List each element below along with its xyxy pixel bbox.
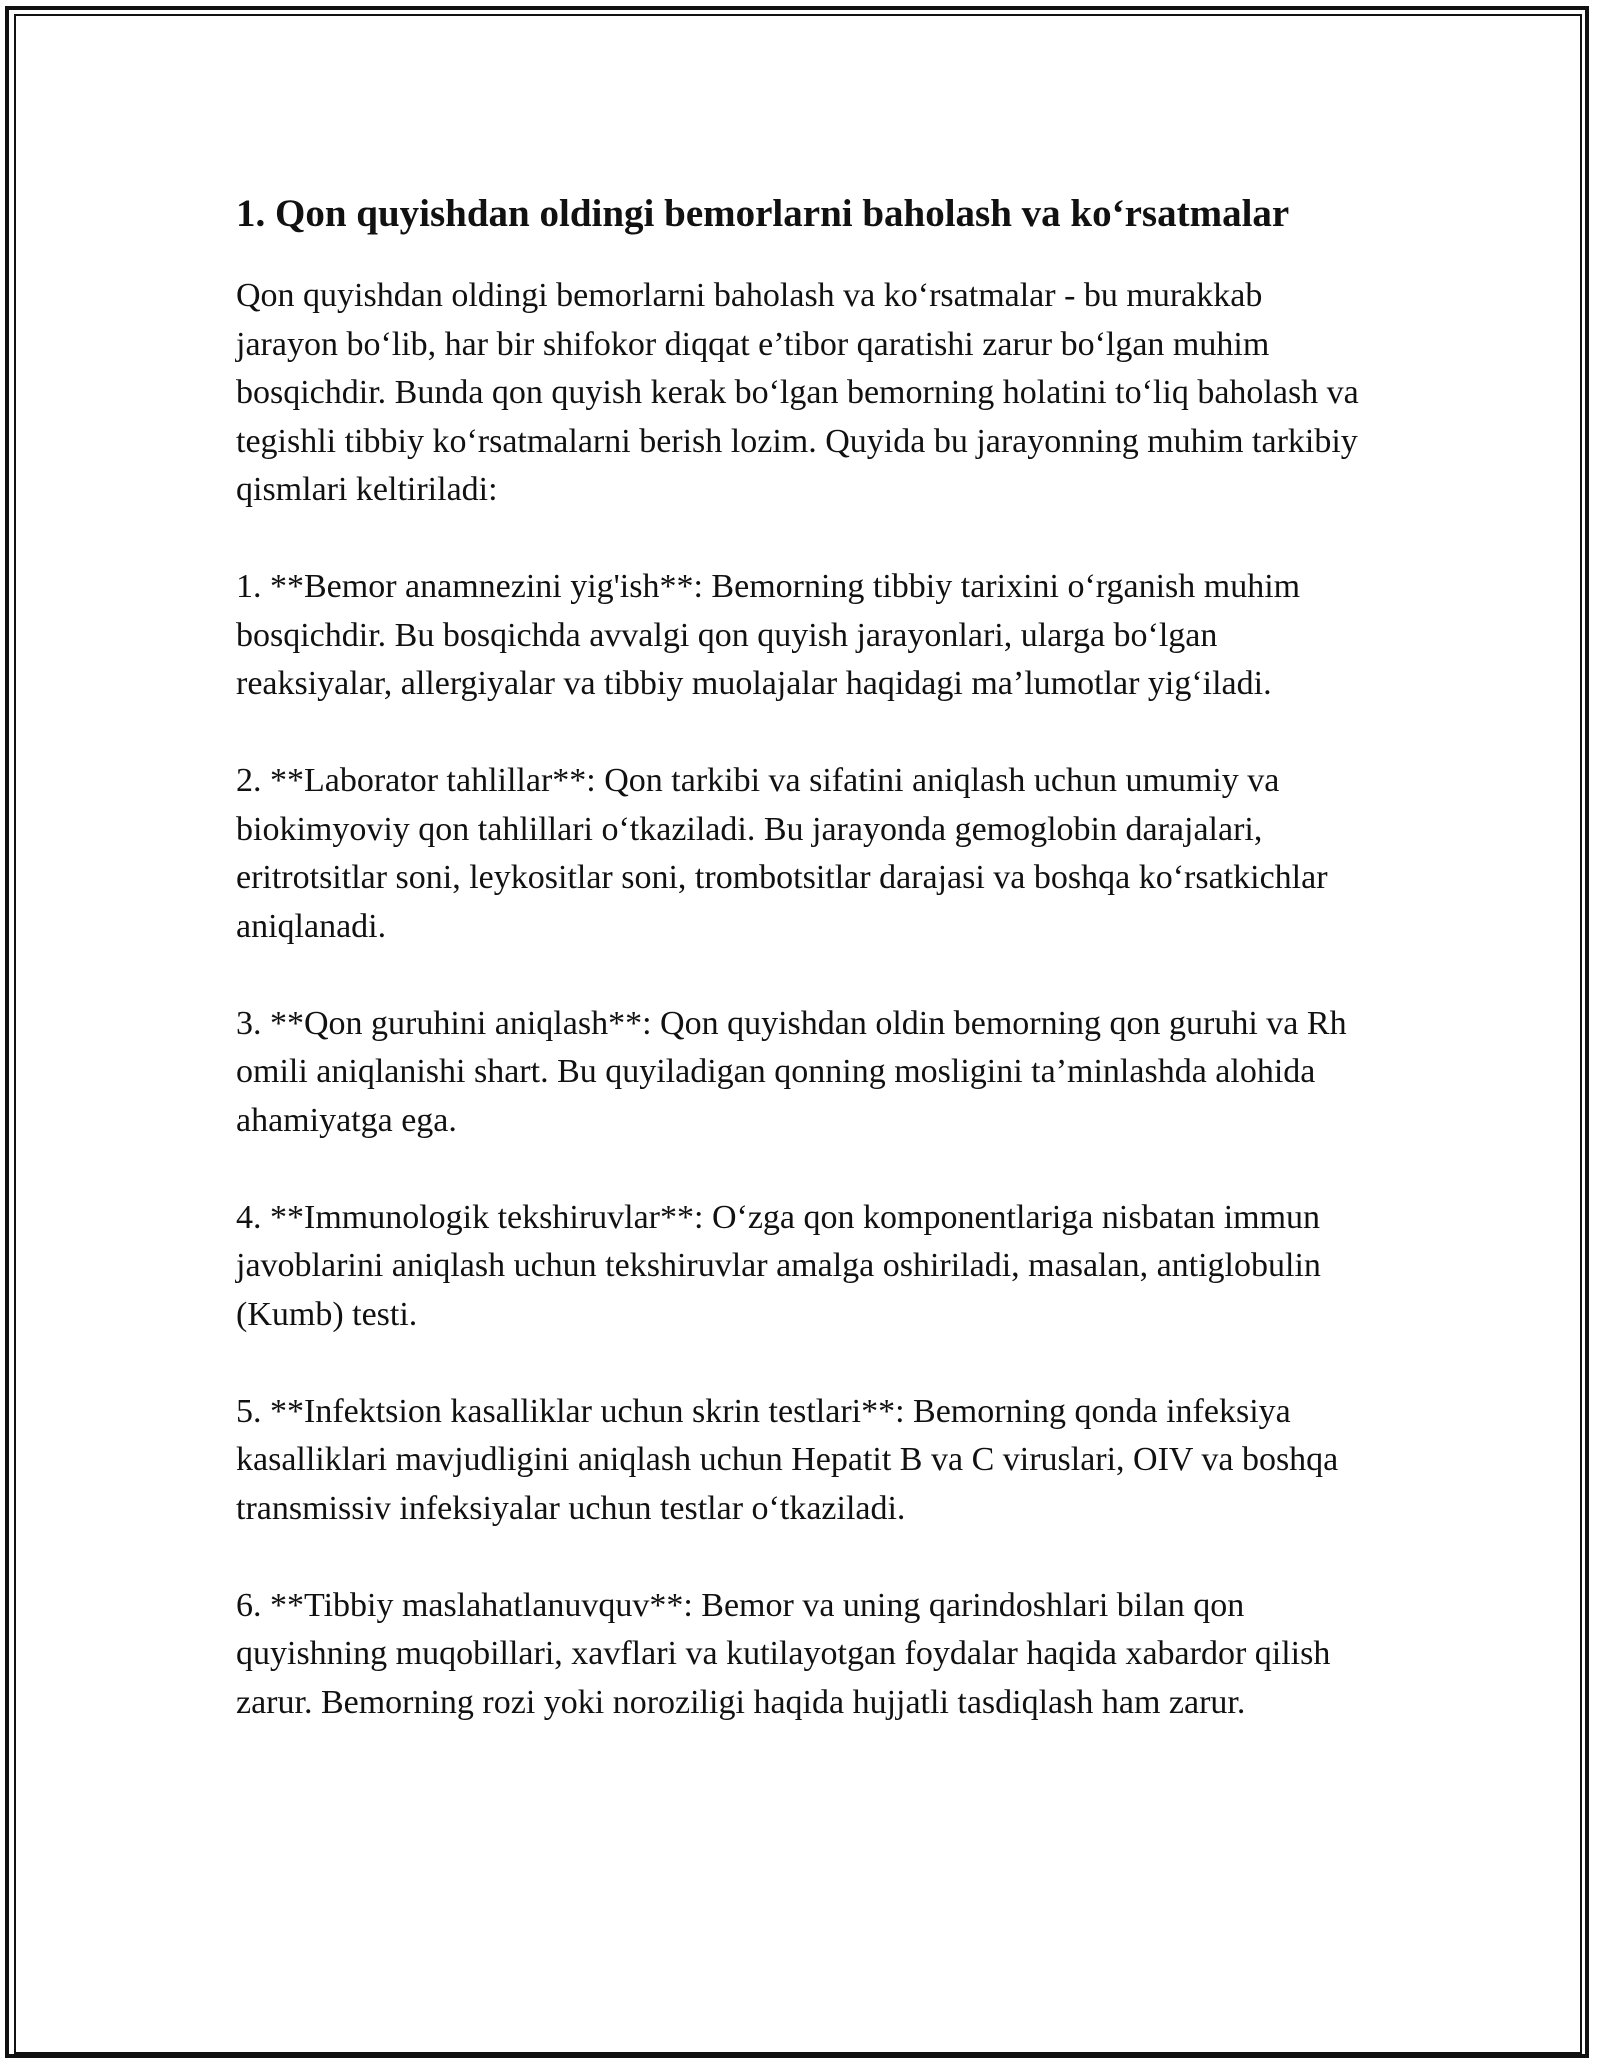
section-heading: 1. Qon quyishdan oldingi bemorlarni baholash va ko‘rsatmalar [236,192,1290,235]
paragraph-gap [236,1533,1366,1582]
paragraph-gap [236,515,1366,564]
list-item: 4. **Immunologik tekshiruvlar**: O‘zga qon komponentlariga nisbatan immun javoblarini aniqlash uchun tekshiruvlar amalga oshiriladi, masalan, antiglobulin (Kumb) testi. [236,1198,1321,1333]
list-item: 1. **Bemor anamnezini yig'ish**: Bemorning tibbiy tarixini o‘rganish muhim bosqichdir. Bu bosqichda avvalgi qon quyish jarayonlari, ularga bo‘lgan reaksiyalar, allergiyalar va tibbiy muolajalar haqidagi ma’lumotlar yig‘iladi. [236,568,1301,702]
intro-paragraph: Qon quyishdan oldingi bemorlarni baholash va ko‘rsatmalar - bu murakkab jarayon bo‘lib, har bir shifokor diqqat e’tibor qaratishi zarur bo‘lgan muhim bosqichdir. Bunda qon quyish kerak bo‘lgan bemorning holatini to‘liq baholash va tegishli tibbiy ko‘rsatmalarni berish lozim. Quyida bu jarayonning muhim tarkibiy qismlari keltiriladi: [236,277,1359,508]
paragraph-gap [236,709,1366,758]
list-item: 5. **Infektsion kasalliklar uchun skrin testlari**: Bemorning qonda infeksiya kasalliklari mavjudligini aniqlash uchun Hepatit B va C viruslari, OIV va boshqa transmissiv infeksiyalar uchun testlar o‘tkaziladi. [236,1392,1339,1527]
list-item: 3. **Qon guruhini aniqlash**: Qon quyishdan oldin bemorning qon guruhi va Rh omili aniqlanishi shart. Bu quyiladigan qonning mosligini ta’minlashda alohida ahamiyatga ega. [236,1004,1347,1139]
paragraph-gap [236,1145,1366,1194]
paragraph-gap [236,1339,1366,1388]
list-item: 2. **Laborator tahlillar**: Qon tarkibi va sifatini aniqlash uchun umumiy va biokimyoviy qon tahlillari o‘tkaziladi. Bu jarayonda gemoglobin darajalari, eritrotsitlar soni, leykositlar soni, trombotsitlar darajasi va boshqa ko‘rsatkichlar aniqlanadi. [236,762,1328,945]
list-item: 6. **Tibbiy maslahatlanuvquv**: Bemor va uning qarindoshlari bilan qon quyishning muqobillari, xavflari va kutilayotgan foydalar haqida xabardor qilish zarur. Bemorning rozi yoki noroziligi haqida hujjatli tasdiqlash ham zarur. [236,1586,1331,1721]
paragraph-gap [236,951,1366,1000]
document-page [236,186,1366,1727]
